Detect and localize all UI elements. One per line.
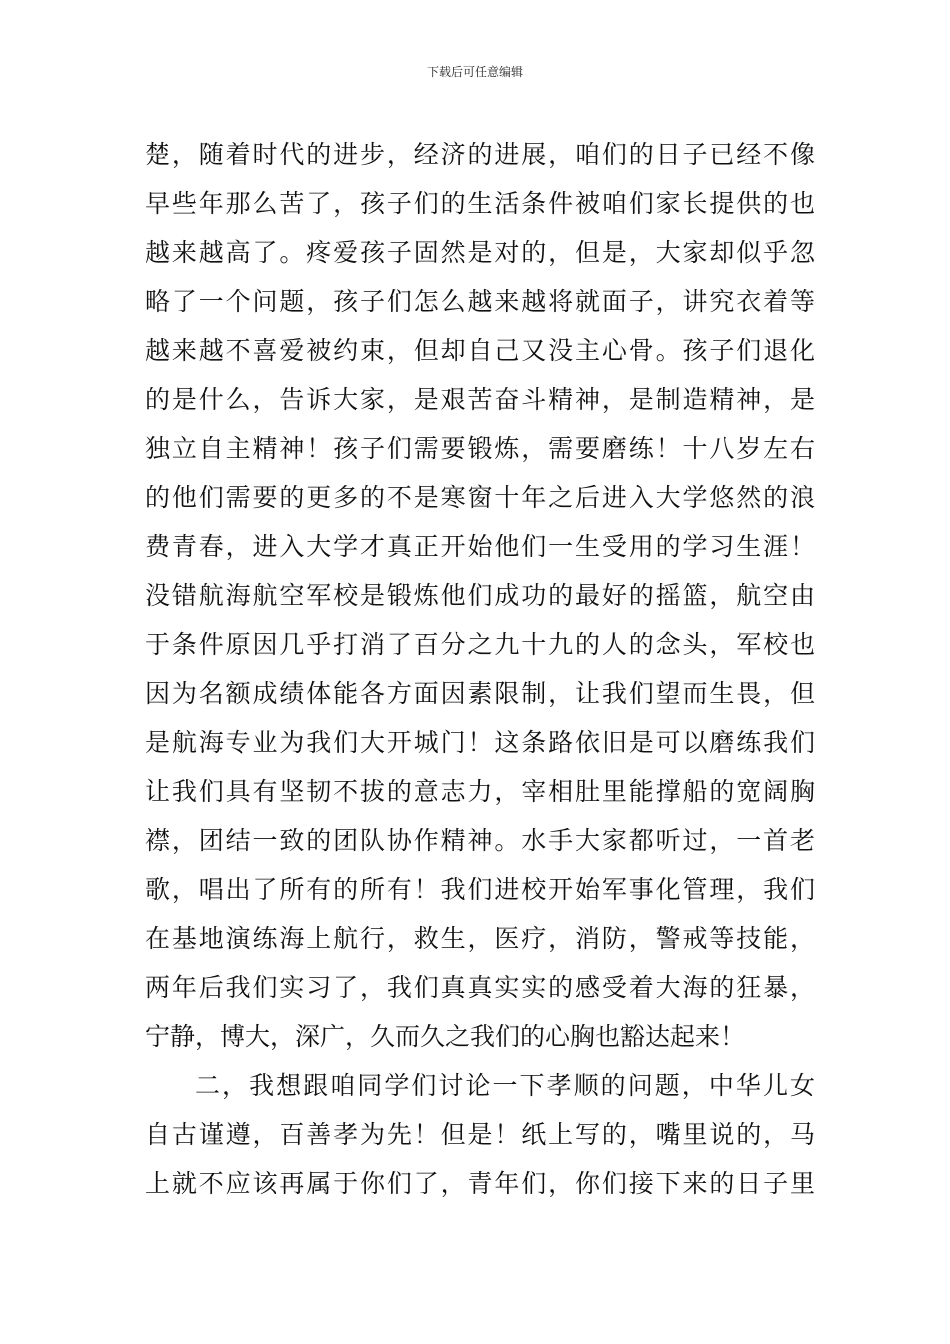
text-line: 在基地演练海上航行，救生，医疗，消防，警戒等技能， [145, 924, 815, 953]
text-line: 上就不应该再属于你们了，青年们，你们接下来的日子里 [145, 1169, 815, 1198]
text-line: 的是什么，告诉大家，是艰苦奋斗精神，是制造精神，是 [145, 385, 815, 414]
text-line: 自古谨遵，百善孝为先！但是！纸上写的，嘴里说的，马 [145, 1120, 815, 1149]
text-line: 越来越高了。疼爱孩子固然是对的，但是，大家却似乎忽 [145, 238, 815, 267]
text-line: 的他们需要的更多的不是寒窗十年之后进入大学悠然的浪 [145, 483, 815, 512]
text-line: 早些年那么苦了，孩子们的生活条件被咱们家长提供的也 [145, 189, 815, 218]
text-line: 歌，唱出了所有的所有！我们进校开始军事化管理，我们 [145, 875, 815, 904]
text-line: 独立自主精神！孩子们需要锻炼，需要磨练！十八岁左右 [145, 434, 815, 463]
document-body [145, 130, 815, 1208]
text-line: 略了一个问题，孩子们怎么越来越将就面子，讲究衣着等 [145, 287, 815, 316]
text-line: 襟，团结一致的团队协作精神。水手大家都听过，一首老 [145, 826, 815, 855]
page-header: 下载后可任意编辑 [426, 65, 523, 79]
text-line: 越来越不喜爱被约束，但却自己又没主心骨。孩子们退化 [145, 336, 815, 365]
text-line: 没错航海航空军校是锻炼他们成功的最好的摇篮，航空由 [145, 581, 815, 610]
text-line: 让我们具有坚韧不拔的意志力，宰相肚里能撑船的宽阔胸 [145, 777, 815, 806]
text-line: 楚，随着时代的进步，经济的进展，咱们的日子已经不像 [145, 140, 815, 169]
paragraph-2 [145, 1061, 815, 1208]
text-line: 费青春，进入大学才真正开始他们一生受用的学习生涯！ [145, 532, 815, 561]
text-line: 两年后我们实习了，我们真真实实的感受着大海的狂暴， [145, 973, 815, 1002]
text-line: 是航海专业为我们大开城门！这条路依旧是可以磨练我们 [145, 728, 815, 757]
text-line: 宁静，博大，深广，久而久之我们的心胸也豁达起来！ [145, 1022, 746, 1051]
text-line: 因为名额成绩体能各方面因素限制，让我们望而生畏，但 [145, 679, 815, 708]
text-line: 于条件原因几乎打消了百分之九十九的人的念头，军校也 [145, 630, 815, 659]
text-line: 二，我想跟咱同学们讨论一下孝顺的问题，中华儿女 [195, 1071, 815, 1100]
paragraph-1 [145, 130, 815, 1061]
